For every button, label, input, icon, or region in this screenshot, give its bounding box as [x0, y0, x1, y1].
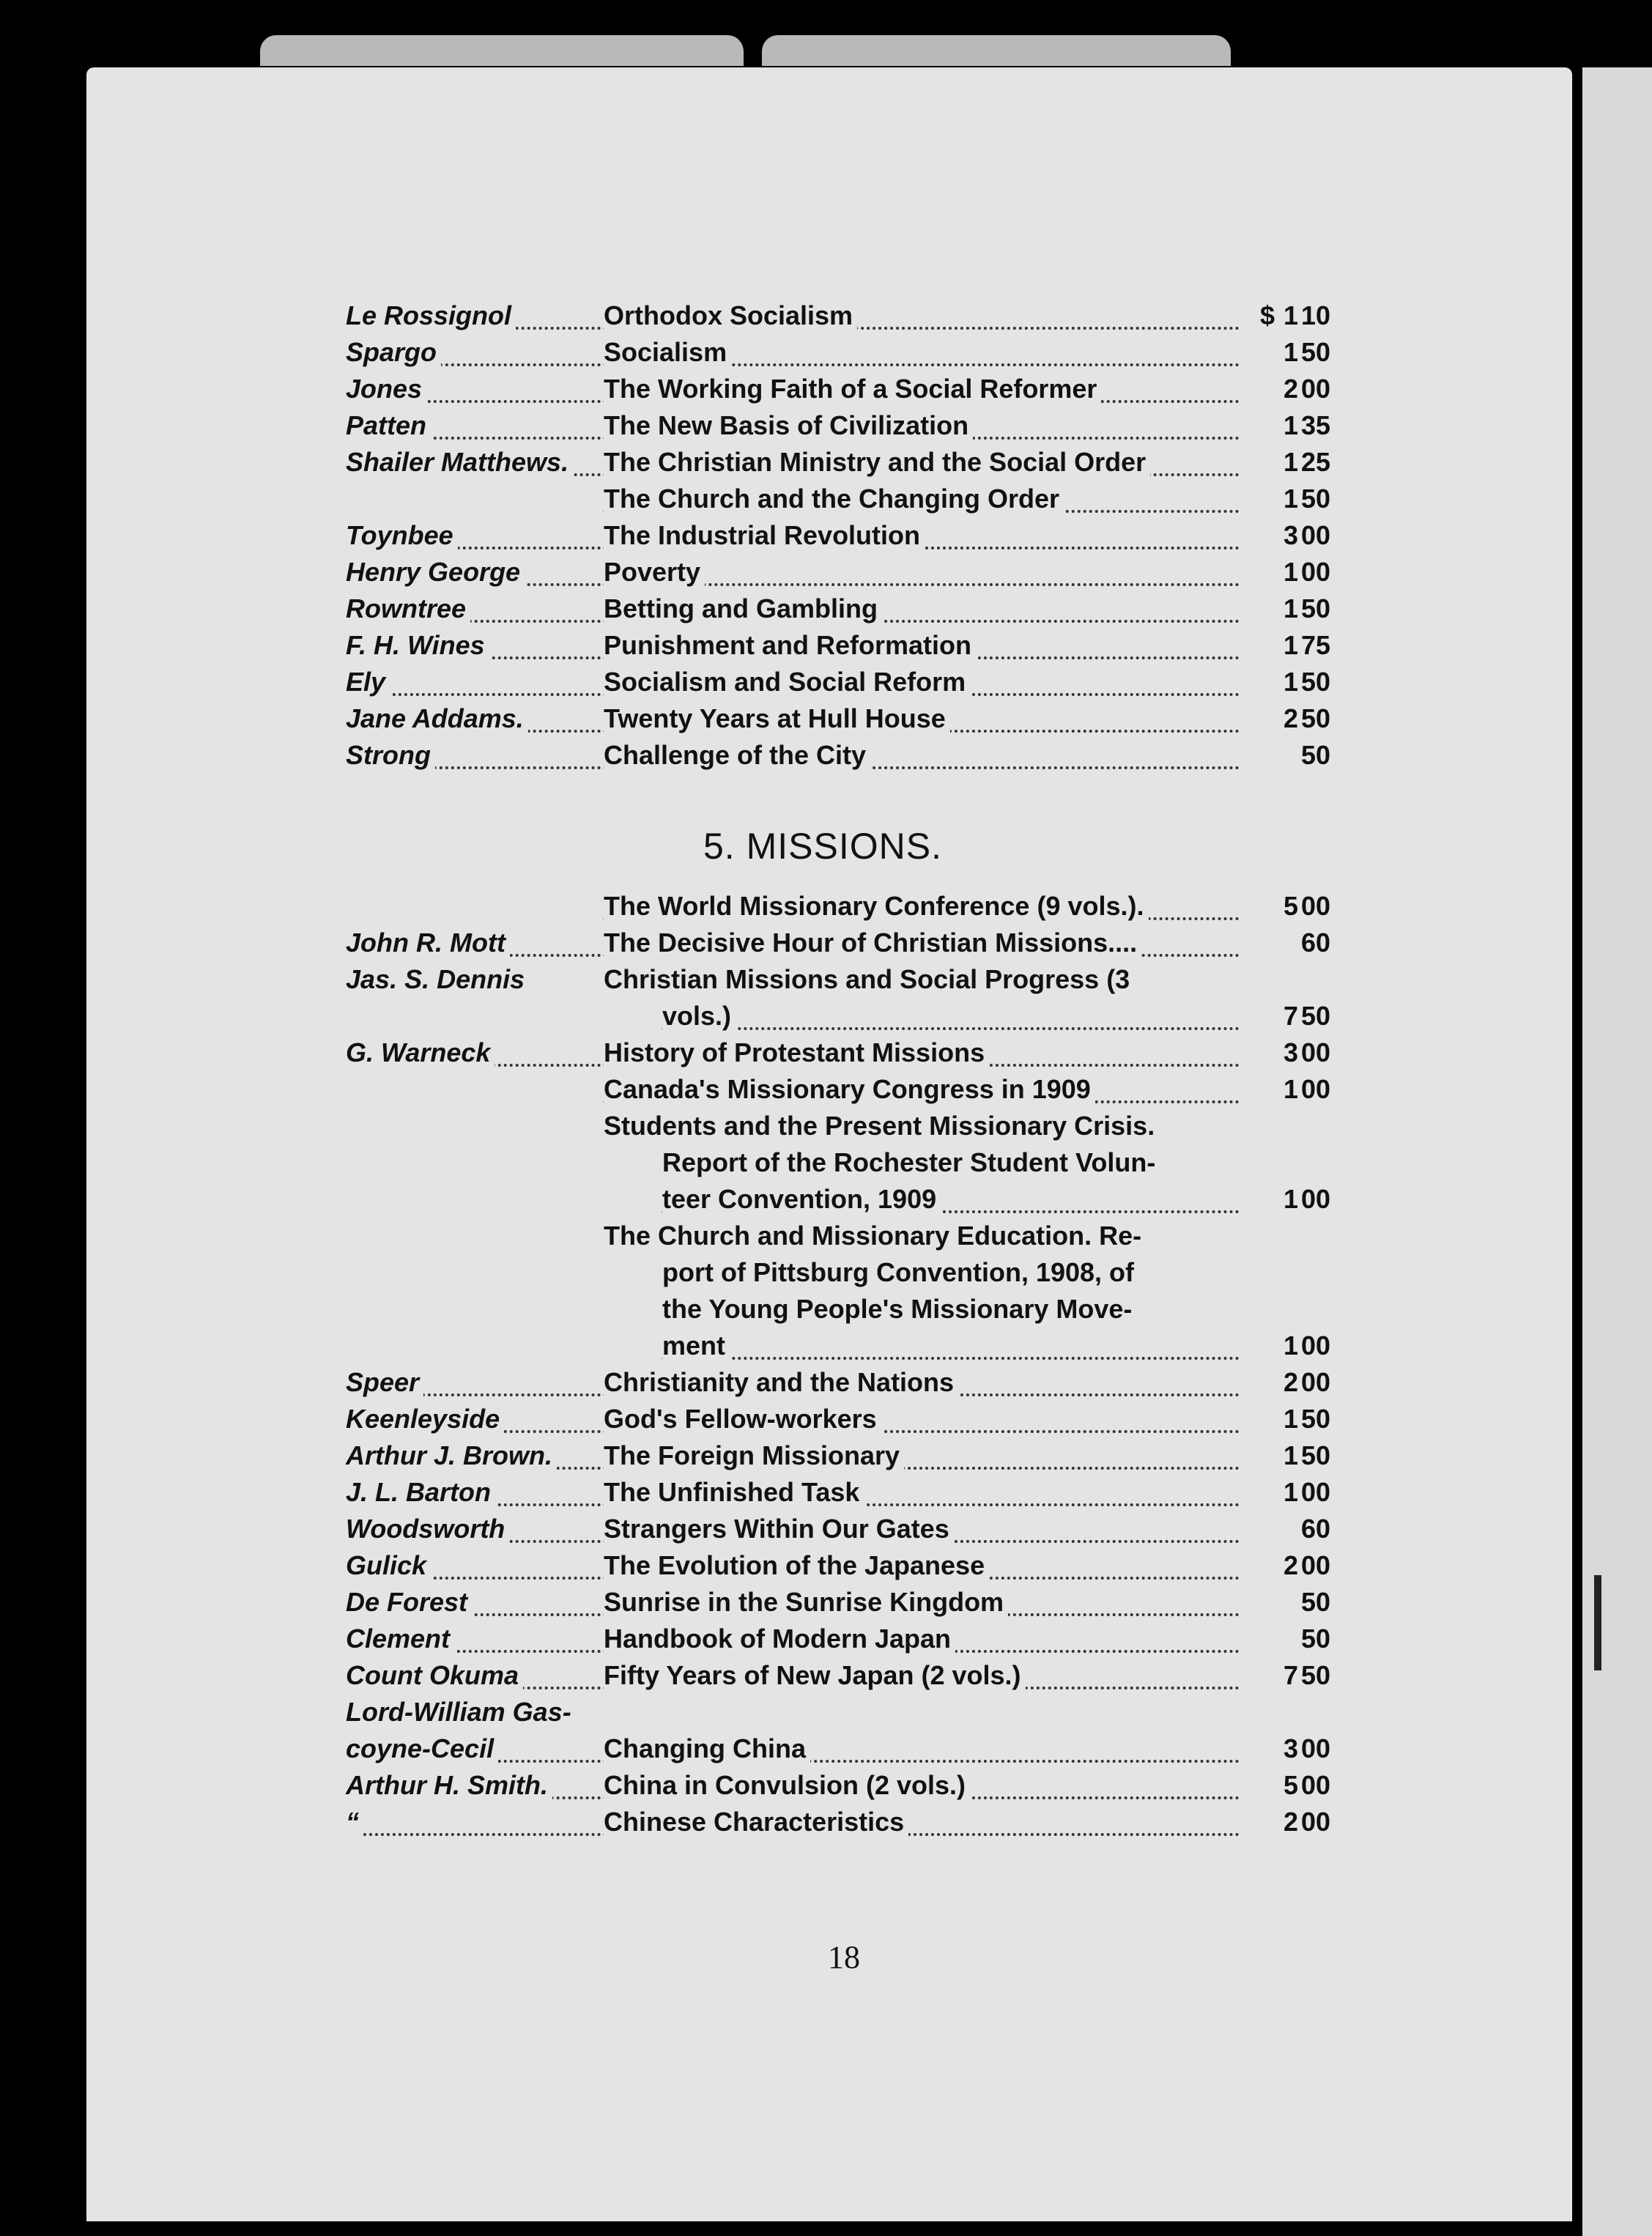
price-dollars: 1 [1284, 1074, 1299, 1104]
book-title: Punishment and Reformation [604, 630, 976, 661]
book-title: the Young People's Missionary Move- [662, 1294, 1136, 1325]
book-author: Gulick [346, 1550, 431, 1581]
book-title: Christian Missions and Social Progress (3 [604, 964, 1134, 995]
book-title: Poverty [604, 557, 705, 588]
book-entry [346, 1330, 1335, 1367]
price-dollars: 1 [1284, 1440, 1299, 1470]
price-dollars: 1 [1284, 557, 1299, 587]
book-entry [346, 1697, 1335, 1733]
price-cents: 00 [1300, 891, 1330, 921]
book-entry [346, 1660, 1335, 1697]
book-entry [346, 1807, 1335, 1843]
book-entry [346, 1111, 1335, 1147]
book-entry [346, 667, 1335, 703]
book-title: The New Basis of Civilization [604, 410, 973, 441]
book-title: Fifty Years of New Japan (2 vols.) [604, 1660, 1026, 1691]
book-author: Count Okuma [346, 1660, 523, 1691]
book-entry [346, 410, 1335, 447]
price-dollars: 1 [1284, 667, 1299, 697]
book-entry [346, 557, 1335, 593]
book-entry [346, 1587, 1335, 1624]
book-title: China in Convulsion (2 vols.) [604, 1770, 970, 1801]
book-entry [346, 1367, 1335, 1404]
book-author: G. Warneck [346, 1037, 495, 1068]
book-entry [346, 891, 1335, 928]
price-dollars: 2 [1284, 1807, 1299, 1837]
price-dollars: 1 [1284, 1404, 1299, 1434]
book-author: Clement [346, 1624, 454, 1654]
book-title: Twenty Years at Hull House [604, 703, 950, 734]
book-entry [346, 1001, 1335, 1037]
price-dollars: 1 [1284, 410, 1299, 440]
book-entry [346, 1624, 1335, 1660]
book-author: Jones [346, 374, 426, 404]
price-dollars: 1 [1284, 337, 1299, 367]
leader-mask [346, 484, 602, 520]
book-author: Rowntree [346, 593, 470, 624]
book-entry [346, 520, 1335, 557]
book-title: The Evolution of the Japanese [604, 1550, 989, 1581]
price-cents: 50 [1300, 337, 1330, 367]
next-page-edge [1582, 67, 1652, 2236]
book-author: Jas. S. Dennis [346, 964, 529, 995]
book-title: The Christian Ministry and the Social Order [604, 447, 1150, 478]
book-author: Henry George [346, 557, 525, 588]
price-cents: 00 [1300, 1184, 1330, 1214]
book-title: Chinese Characteristics [604, 1807, 908, 1837]
book-entry [346, 1733, 1335, 1770]
book-author: Patten [346, 410, 431, 441]
book-entry [346, 1440, 1335, 1477]
book-author: Ely [346, 667, 390, 697]
price-cents: 00 [1300, 557, 1330, 587]
book-title: The Church and Missionary Education. Re- [604, 1221, 1146, 1251]
book-title: Report of the Rochester Student Volun- [662, 1147, 1160, 1178]
book-author: Lord-William Gas- [346, 1697, 576, 1728]
book-entry [346, 928, 1335, 964]
book-title: Sunrise in the Sunrise Kingdom [604, 1587, 1008, 1618]
book-entry [346, 1294, 1335, 1330]
book-author: “ [346, 1807, 363, 1837]
book-entry [346, 1477, 1335, 1514]
book-entry [346, 593, 1335, 630]
price-cents: 60 [1300, 928, 1330, 958]
book-title: Orthodox Socialism [604, 300, 857, 331]
price-dollars: 7 [1284, 1001, 1299, 1031]
price-dollars: 3 [1284, 1037, 1299, 1067]
book-title: History of Protestant Missions [604, 1037, 989, 1068]
book-title: vols.) [662, 1001, 736, 1032]
price-dollars: 1 [1284, 630, 1299, 660]
top-tab-right [762, 35, 1231, 66]
book-author: Strong [346, 740, 435, 771]
book-entry [346, 1074, 1335, 1111]
price-dollars: 1 [1284, 1184, 1299, 1214]
book-title: Changing China [604, 1733, 810, 1764]
price-cents: 00 [1300, 374, 1330, 404]
book-title: ment [662, 1330, 730, 1361]
book-author: Keenleyside [346, 1404, 504, 1434]
book-entry [346, 300, 1335, 337]
price-cents: 00 [1300, 1733, 1330, 1763]
leader-mask [346, 1330, 661, 1367]
price-cents: 00 [1300, 1550, 1330, 1580]
book-title: The Decisive Hour of Christian Missions.... [604, 928, 1141, 958]
price-cents: 25 [1300, 447, 1330, 477]
price-cents: 35 [1300, 410, 1330, 440]
book-title: The Foreign Missionary [604, 1440, 904, 1471]
price-cents: 50 [1300, 1404, 1330, 1434]
book-title: Handbook of Modern Japan [604, 1624, 955, 1654]
price-dollars: 2 [1284, 374, 1299, 404]
book-title: God's Fellow-workers [604, 1404, 881, 1434]
price-dollars: 2 [1284, 703, 1299, 733]
book-entry [346, 447, 1335, 484]
book-entry [346, 1037, 1335, 1074]
book-author: Arthur H. Smith. [346, 1770, 552, 1801]
price-cents: 50 [1300, 593, 1330, 623]
price-cents: 50 [1300, 1001, 1330, 1031]
price-dollars: 1 [1284, 593, 1299, 623]
price-cents: 50 [1300, 1624, 1330, 1654]
book-title: Betting and Gambling [604, 593, 882, 624]
book-author: J. L. Barton [346, 1477, 495, 1508]
price-cents: 60 [1300, 1514, 1330, 1544]
book-title: Socialism [604, 337, 731, 368]
price-dollars: 1 [1284, 1330, 1299, 1361]
price-dollars: 1 [1284, 300, 1299, 330]
book-title: Strangers Within Our Gates [604, 1514, 954, 1544]
price-dollars: 2 [1284, 1550, 1299, 1580]
book-author: Toynbee [346, 520, 458, 551]
book-entry [346, 630, 1335, 667]
book-title: The Unfinished Task [604, 1477, 864, 1508]
book-entry [346, 1514, 1335, 1550]
book-entry [346, 1147, 1335, 1184]
price-dollars: 1 [1284, 1477, 1299, 1507]
price-cents: 50 [1300, 1660, 1330, 1690]
book-entry [346, 1184, 1335, 1221]
price-cents: 50 [1300, 667, 1330, 697]
book-title: Christianity and the Nations [604, 1367, 958, 1398]
price-cents: 10 [1300, 300, 1330, 330]
leader-mask [346, 1001, 661, 1037]
book-author: Shailer Matthews. [346, 447, 573, 478]
leader-mask [346, 891, 602, 928]
book-author: coyne-Cecil [346, 1733, 498, 1764]
price-dollars: 3 [1284, 520, 1299, 550]
price-cents: 50 [1300, 484, 1330, 514]
page-edge-mark [1594, 1575, 1601, 1670]
book-author: F. H. Wines [346, 630, 489, 661]
price-cents: 00 [1300, 1477, 1330, 1507]
price-cents: 00 [1300, 1770, 1330, 1800]
price-cents: 50 [1300, 740, 1330, 770]
book-author: Speer [346, 1367, 423, 1398]
price-cents: 00 [1300, 520, 1330, 550]
price-cents: 00 [1300, 1074, 1330, 1104]
book-entry [346, 740, 1335, 777]
price-dollars: 5 [1284, 1770, 1299, 1800]
price-cents: 00 [1300, 1807, 1330, 1837]
section-heading-missions: 5. MISSIONS. [703, 826, 942, 867]
leader-mask [346, 1074, 602, 1111]
book-entry [346, 337, 1335, 374]
price-dollars: 5 [1284, 891, 1299, 921]
leader-mask [346, 1184, 661, 1221]
price-cents: 50 [1300, 703, 1330, 733]
book-entry [346, 964, 1335, 1001]
price-dollars: 2 [1284, 1367, 1299, 1397]
book-title: Challenge of the City [604, 740, 870, 771]
book-author: Woodsworth [346, 1514, 509, 1544]
price-cents: 00 [1300, 1330, 1330, 1361]
top-tab-left [260, 35, 744, 66]
price-cents: 75 [1300, 630, 1330, 660]
book-title: The Church and the Changing Order [604, 484, 1064, 514]
book-title: port of Pittsburg Convention, 1908, of [662, 1257, 1138, 1288]
book-title: Canada's Missionary Congress in 1909 [604, 1074, 1095, 1105]
leader-dots [346, 363, 1240, 366]
book-entry [346, 484, 1335, 520]
price-dollars: 7 [1284, 1660, 1299, 1690]
book-title: The Industrial Revolution [604, 520, 925, 551]
book-entry [346, 1404, 1335, 1440]
book-title: The Working Faith of a Social Reformer [604, 374, 1101, 404]
price-dollars: 3 [1284, 1733, 1299, 1763]
page-number: 18 [828, 1939, 860, 1975]
book-entry [346, 1221, 1335, 1257]
book-author: Spargo [346, 337, 441, 368]
book-title: The World Missionary Conference (9 vols.). [604, 891, 1149, 922]
book-entry [346, 374, 1335, 410]
price-cents: 00 [1300, 1037, 1330, 1067]
book-entry [346, 703, 1335, 740]
book-entry [346, 1257, 1335, 1294]
price-cents: 00 [1300, 1367, 1330, 1397]
book-entry [346, 1770, 1335, 1807]
price-currency: $ [1260, 300, 1275, 330]
price-dollars: 1 [1284, 484, 1299, 514]
book-title: Socialism and Social Reform [604, 667, 970, 697]
book-title: teer Convention, 1909 [662, 1184, 941, 1215]
book-author: John R. Mott [346, 928, 510, 958]
price-dollars: 1 [1284, 447, 1299, 477]
book-author: Le Rossignol [346, 300, 516, 331]
book-author: Jane Addams. [346, 703, 528, 734]
book-entry [346, 1550, 1335, 1587]
book-author: Arthur J. Brown. [346, 1440, 557, 1471]
book-title: Students and the Present Missionary Crisis. [604, 1111, 1159, 1141]
price-cents: 50 [1300, 1587, 1330, 1617]
price-cents: 50 [1300, 1440, 1330, 1470]
book-author: De Forest [346, 1587, 472, 1618]
